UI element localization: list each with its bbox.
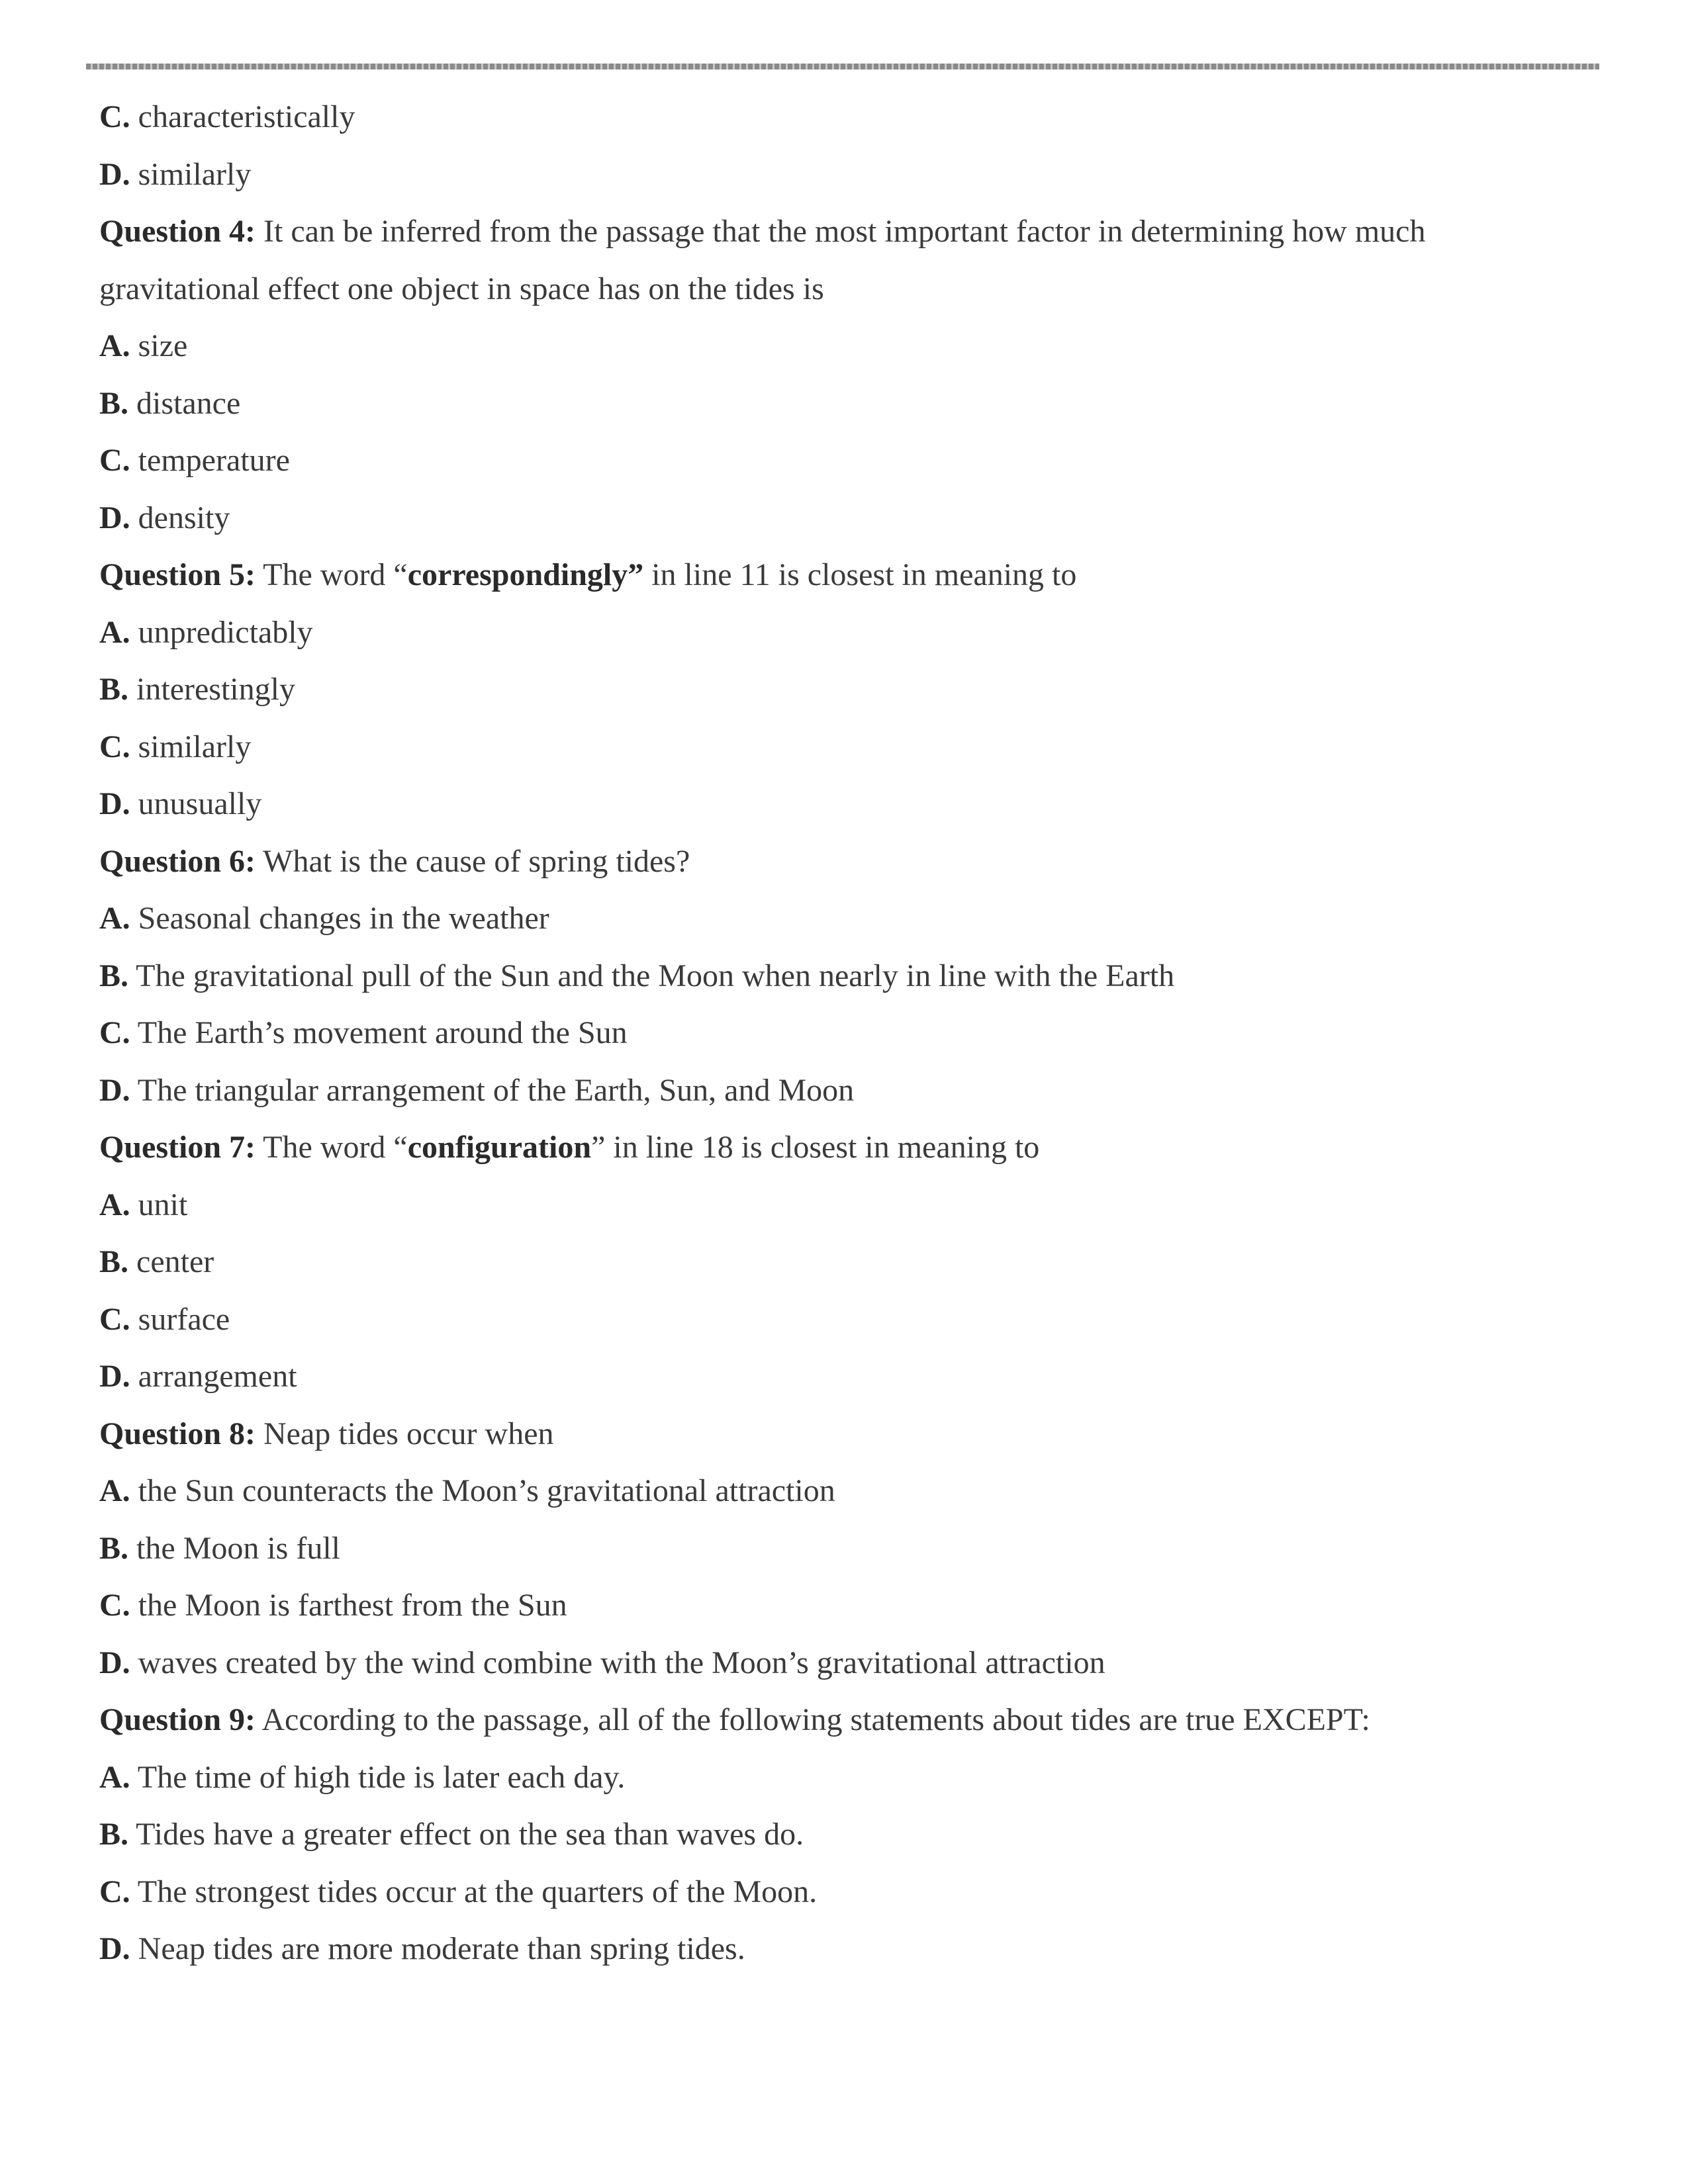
option-b-q6: B. The gravitational pull of the Sun and the Moon when nearly in line with the Earth <box>99 958 1175 993</box>
question-list <box>99 89 1589 1978</box>
option-b-q8: B. the Moon is full <box>99 1530 341 1566</box>
question-6-stem: Question 6: What is the cause of spring tides? <box>99 843 690 879</box>
question-7-stem: Question 7: The word “configuration” in line 18 is closest in meaning to <box>99 1130 1040 1165</box>
option-d-q4: D. density <box>99 500 230 535</box>
option-b-q4: B. distance <box>99 385 241 421</box>
option-c-q7: C. surface <box>99 1301 230 1337</box>
question-9-stem: Question 9: According to the passage, all of the following statements about tides are true EXCEPT: <box>99 1702 1370 1737</box>
option-c-q9: C. The strongest tides occur at the quarters of the Moon. <box>99 1874 818 1909</box>
option-d-q6: D. The triangular arrangement of the Earth, Sun, and Moon <box>99 1072 855 1108</box>
option-c-q3: C. characteristically <box>99 99 355 134</box>
option-a-q5: A. unpredictably <box>99 614 313 650</box>
option-a-q9: A. The time of high tide is later each day. <box>99 1759 626 1795</box>
question-4-stem: Question 4: It can be inferred from the passage that the most important factor in determining how much <box>99 214 1426 249</box>
question-4-stem-continued: gravitational effect one object in space has on the tides is <box>99 271 824 306</box>
option-d-q5: D. unusually <box>99 786 262 821</box>
option-b-q9: B. Tides have a greater effect on the sea than waves do. <box>99 1817 804 1852</box>
option-a-q8: A. the Sun counteracts the Moon’s gravitational attraction <box>99 1473 835 1508</box>
option-b-q5: B. interestingly <box>99 672 295 707</box>
top-dashed-rule <box>86 64 1599 69</box>
option-c-q6: C. The Earth’s movement around the Sun <box>99 1015 628 1050</box>
option-c-q5: C. similarly <box>99 729 252 764</box>
option-c-q4: C. temperature <box>99 443 290 478</box>
option-d-q3: D. similarly <box>99 156 252 192</box>
option-d-q8: D. waves created by the wind combine with the Moon’s gravitational attraction <box>99 1645 1105 1680</box>
option-c-q8: C. the Moon is farthest from the Sun <box>99 1588 567 1623</box>
question-8-stem: Question 8: Neap tides occur when <box>99 1416 554 1451</box>
option-b-q7: B. center <box>99 1244 214 1279</box>
option-d-q7: D. arrangement <box>99 1359 297 1394</box>
option-a-q4: A. size <box>99 328 188 363</box>
option-d-q9: D. Neap tides are more moderate than spring tides. <box>99 1931 745 1966</box>
option-a-q6: A. Seasonal changes in the weather <box>99 901 549 936</box>
option-a-q7: A. unit <box>99 1187 188 1222</box>
question-5-stem: Question 5: The word “correspondingly” in line 11 is closest in meaning to <box>99 557 1077 592</box>
